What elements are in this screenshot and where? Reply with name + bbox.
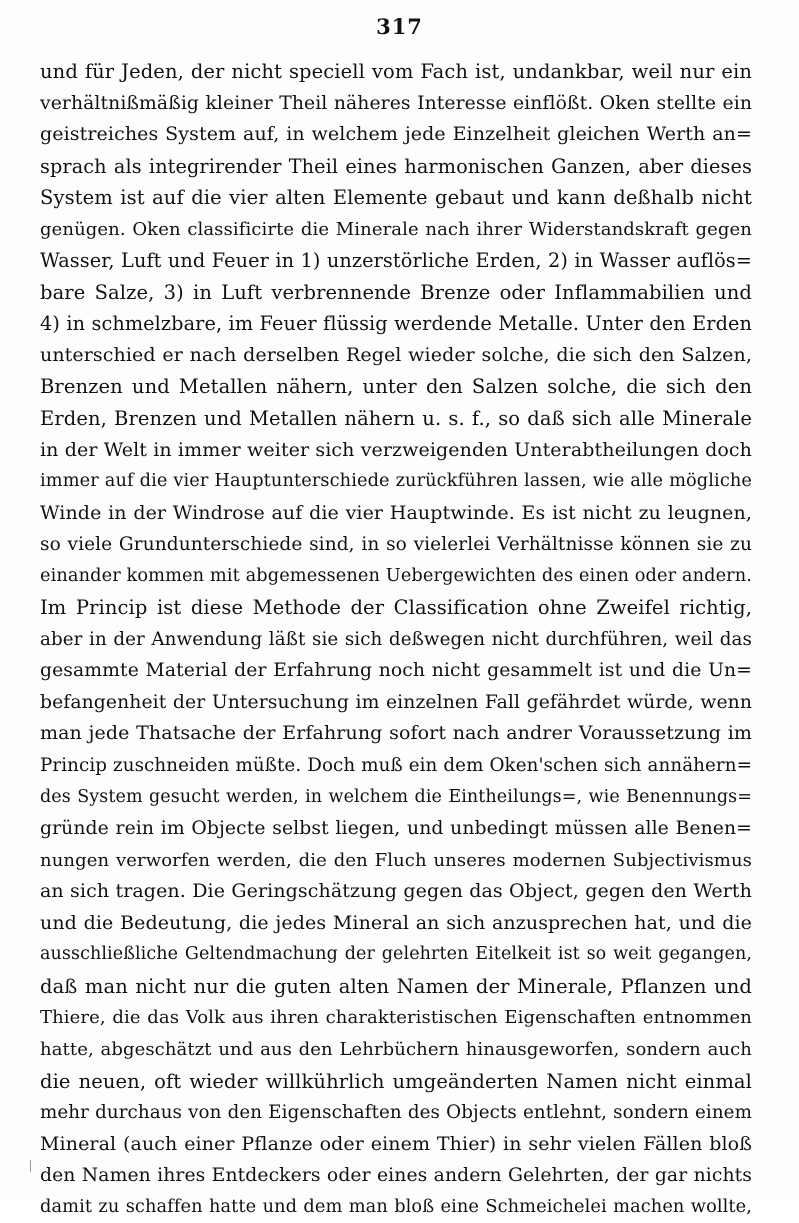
text-line: damit zu schaffen hatte und dem man bloß eine Schmeichelei machen wollte, xyxy=(40,1196,752,1217)
text-line: aber in der Anwendung läßt sie sich deßwegen nicht durchführen, weil das xyxy=(40,628,752,650)
text-line: in der Welt in immer weiter sich verzweigenden Unterabtheilungen doch xyxy=(40,438,752,461)
page-number: 317 xyxy=(376,14,423,39)
text-line: und für Jeden, der nicht speciell vom Fach ist, undankbar, weil nur ein xyxy=(40,60,752,83)
text-line: Thiere, die das Volk aus ihren charakteristischen Eigenschaften entnommen xyxy=(40,1007,752,1029)
text-line: die neuen, oft wieder willkührlich umgeänderten Namen nicht einmal xyxy=(40,1069,752,1093)
text-line: einander kommen mit abgemessenen Uebergewichten des einen oder andern. xyxy=(40,565,753,586)
body-text xyxy=(40,56,752,1223)
text-line: Princip zuschneiden müßte. Doch muß ein dem Oken'schen sich annähern= xyxy=(40,755,752,777)
text-line: man jede Thatsache der Erfahrung sofort nach andrer Voraussetzung im xyxy=(40,722,752,745)
text-line: immer auf die vier Hauptunterschiede zurückführen lassen, wie alle mögliche xyxy=(40,471,752,492)
text-line: gründe rein im Objecte selbst liegen, und unbedingt müssen alle Benen= xyxy=(40,818,752,840)
text-line: bare Salze, 3) in Luft verbrennende Brenze oder Inflammabilien und xyxy=(40,280,752,304)
text-line: System ist auf die vier alten Elemente gebaut und kann deßhalb nicht xyxy=(40,186,752,210)
text-line: sprach als integrirender Theil eines harmonischen Ganzen, aber dieses xyxy=(40,154,752,178)
text-line: den Namen ihres Entdeckers oder eines andern Gelehrten, der gar nichts xyxy=(40,1165,752,1187)
text-line: mehr durchaus von den Eigenschaften des Objects entlehnt, sondern einem xyxy=(40,1102,752,1124)
text-line: gesammte Material der Erfahrung noch nicht gesammelt ist und die Un= xyxy=(40,660,752,682)
text-line: unterschied er nach derselben Regel wieder solche, die sich den Salzen, xyxy=(40,343,752,366)
text-line: daß man nicht nur die guten alten Namen der Minerale, Pflanzen und xyxy=(40,974,752,998)
text-line: ausschließliche Geltendmachung der gelehrten Eitelkeit ist so weit gegangen, xyxy=(40,944,752,965)
text-line: und die Bedeutung, die jedes Mineral an sich anzusprechen hat, und die xyxy=(40,911,752,934)
text-line: Im Princip ist diese Methode der Classification ohne Zweifel richtig, xyxy=(40,596,752,620)
text-line: 4) in schmelzbare, im Feuer flüssig werdende Metalle. Unter den Erden xyxy=(40,312,752,336)
text-line: so viele Grundunterschiede sind, in so vielerlei Verhältnisse können sie zu xyxy=(40,534,752,556)
text-line: Winde in der Windrose auf die vier Hauptwinde. Es ist nicht zu leugnen, xyxy=(40,501,752,524)
margin-mark xyxy=(30,1160,31,1172)
text-line: Wasser, Luft und Feuer in 1) unzerstörliche Erden, 2) in Wasser auflös= xyxy=(40,249,752,273)
text-line: an sich tragen. Die Geringschätzung gegen das Object, gegen den Werth xyxy=(40,880,752,903)
text-line: geistreiches System auf, in welchem jede Einzelheit gleichen Werth an= xyxy=(40,123,752,146)
text-line: nungen verworfen werden, die den Fluch unseres modernen Subjectivismus xyxy=(40,849,752,871)
text-line: genügen. Oken classificirte die Minerale nach ihrer Widerstandskraft gegen xyxy=(40,218,752,240)
text-line: Brenzen und Metallen nähern, unter den Salzen solche, die sich den xyxy=(40,375,752,399)
text-line: verhältnißmäßig kleiner Theil näheres Interesse einflößt. Oken stellte ein xyxy=(40,92,752,114)
text-line: Mineral (auch einer Pflanze oder einem Thier) in sehr vielen Fällen bloß xyxy=(40,1132,752,1155)
text-line: hatte, abgeschätzt und aus den Lehrbüchern hinausgeworfen, sondern auch xyxy=(40,1038,752,1060)
text-line: des System gesucht werden, in welchem die Eintheilungs=, wie Benennungs= xyxy=(40,786,752,807)
text-line: befangenheit der Untersuchung im einzelnen Fall gefährdet würde, wenn xyxy=(40,691,752,713)
text-line: Erden, Brenzen und Metallen nähern u. s. f., so daß sich alle Minerale xyxy=(40,407,752,431)
